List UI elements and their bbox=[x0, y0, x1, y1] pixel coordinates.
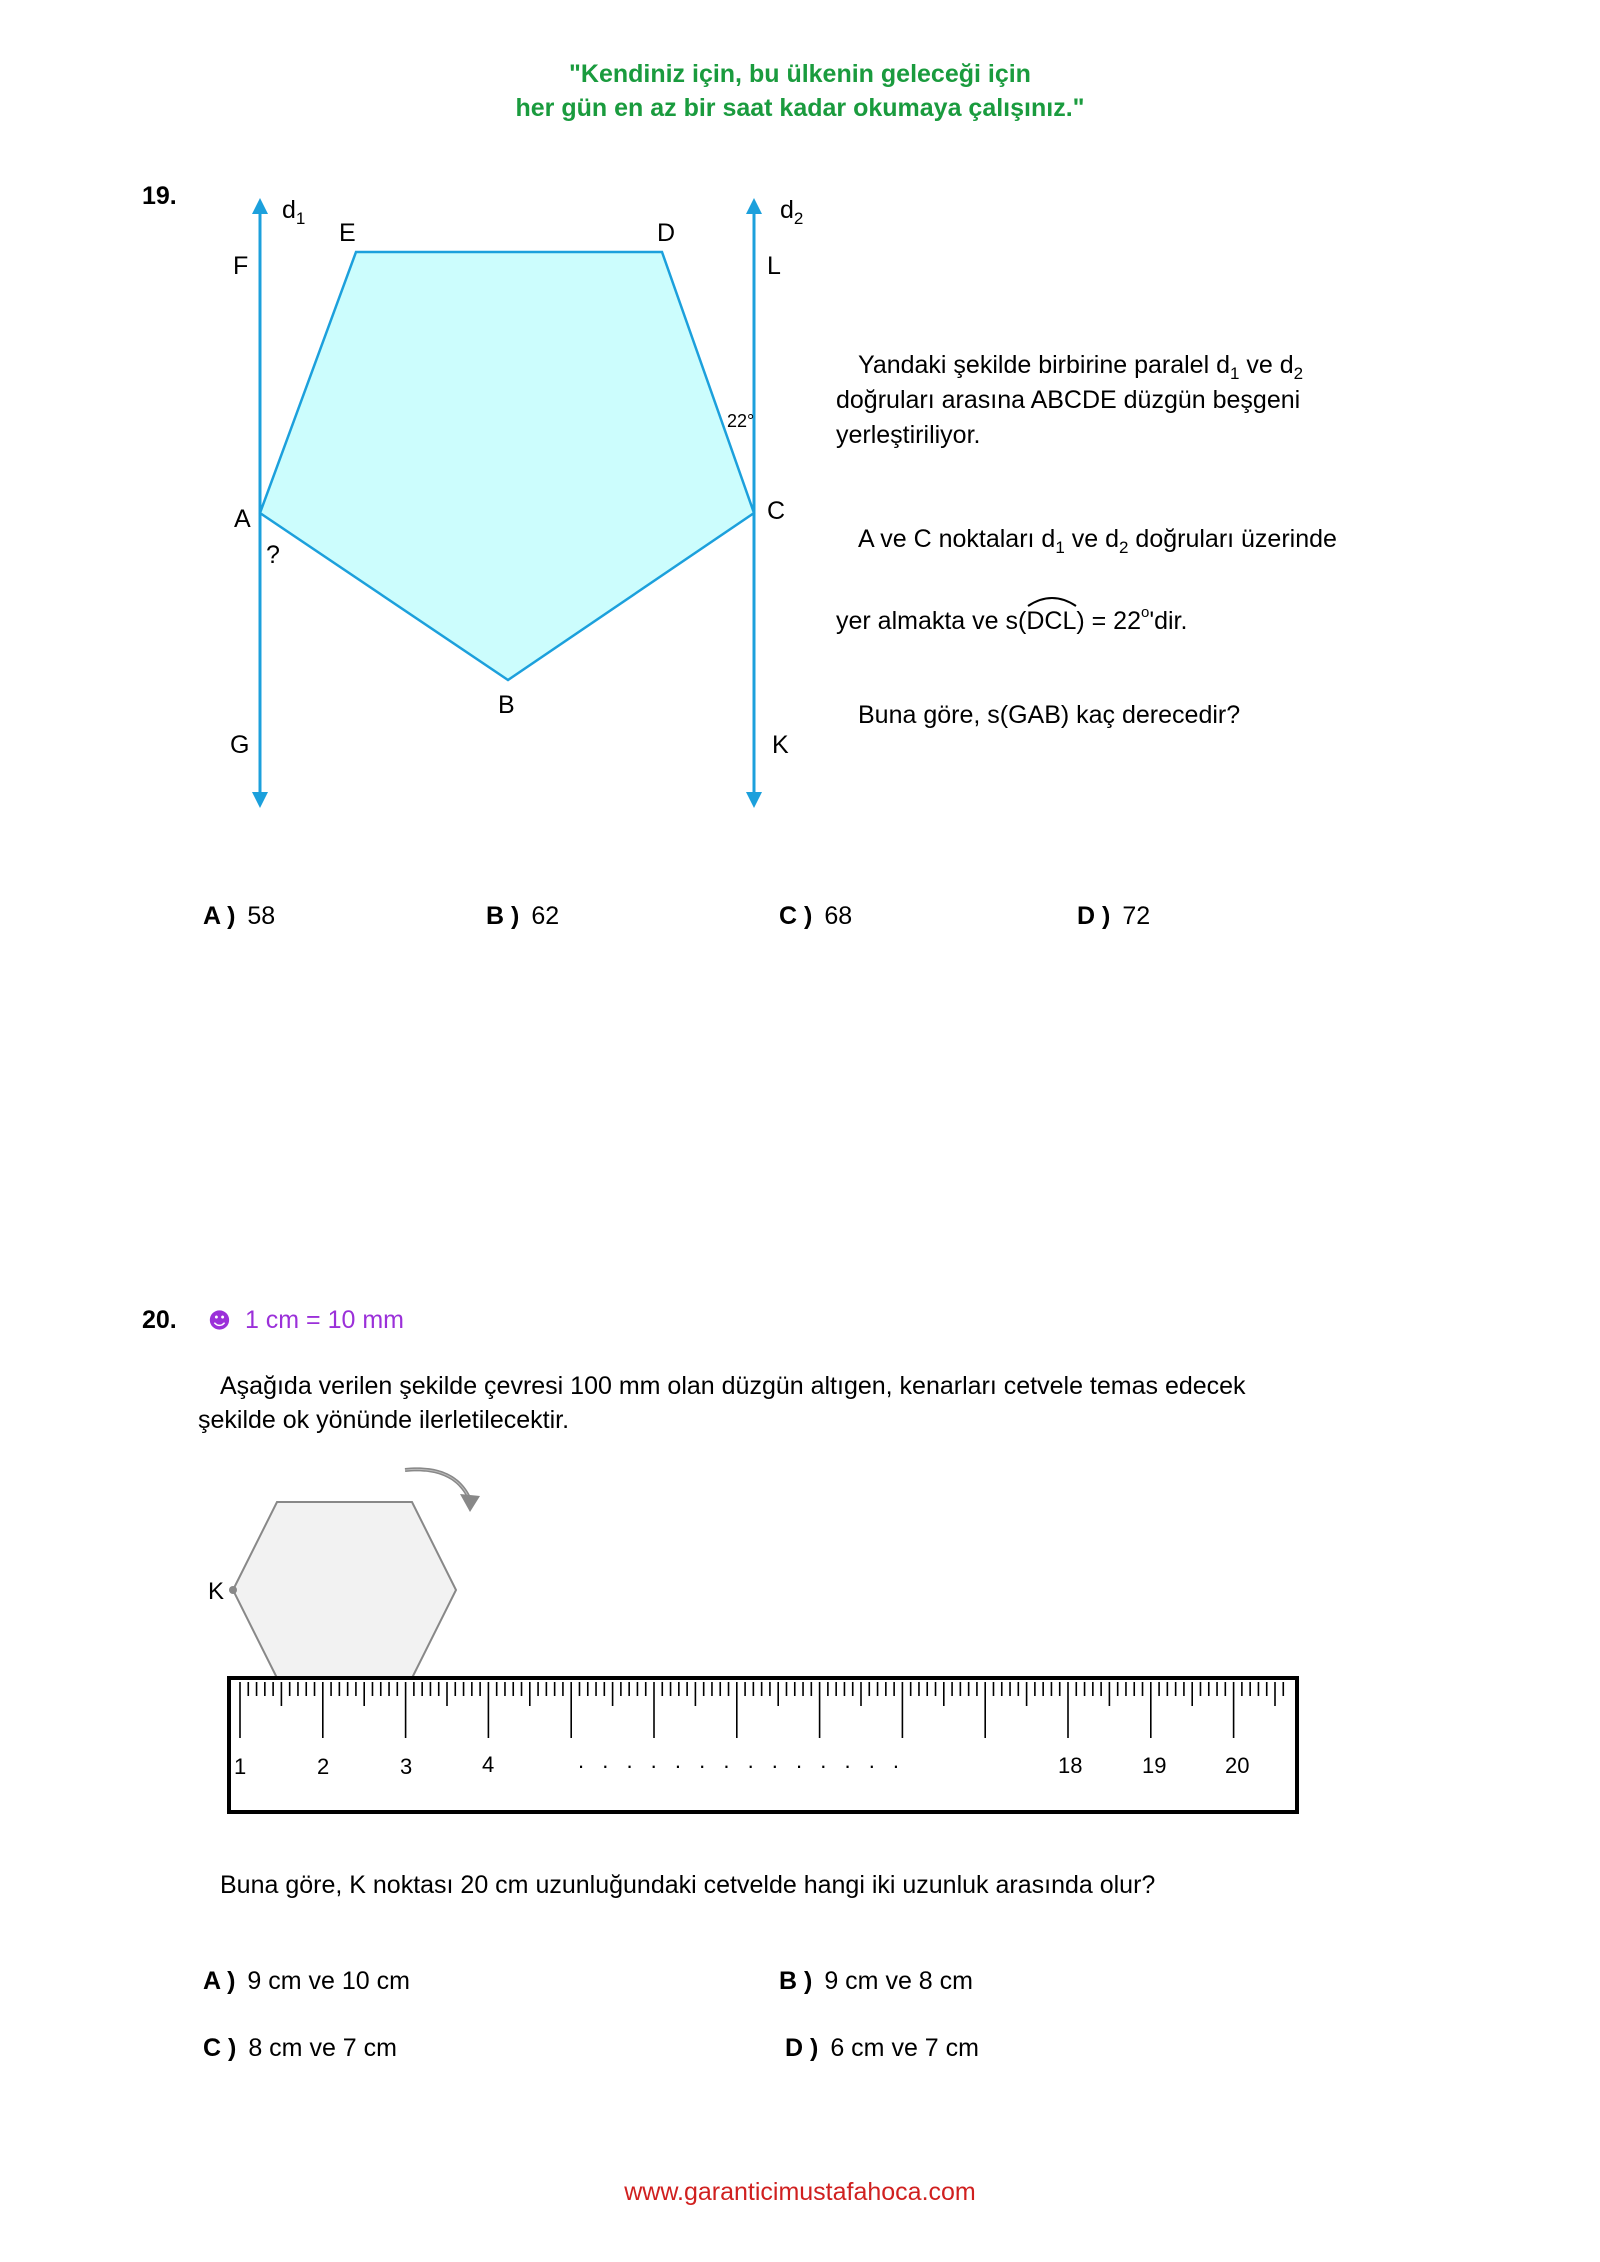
q19-option-a[interactable]: A ) 58 bbox=[203, 902, 276, 930]
arc-symbol-icon bbox=[1026, 594, 1078, 608]
label-d: D bbox=[657, 219, 676, 247]
quote-line-1: "Kendiniz için, bu ülkenin geleceği için bbox=[569, 60, 1031, 88]
label-d1: $d_1$ bbox=[282, 196, 306, 228]
question-19-figure bbox=[0, 0, 1600, 900]
hexagon bbox=[233, 1502, 456, 1678]
ruler-label-20: 20 bbox=[1225, 1753, 1250, 1778]
curved-arrow-icon bbox=[405, 1469, 480, 1512]
q20-text-line2: şekilde ok yönünde ilerletilecektir. bbox=[198, 1406, 570, 1434]
ruler bbox=[229, 1678, 1297, 1812]
q19-paragraph-2: A ve C noktaları $d_1$ ve $d_2$ doğruları üzerinde bbox=[858, 525, 1337, 557]
label-k: K bbox=[772, 731, 789, 759]
label-k: K bbox=[208, 1578, 225, 1605]
quote-line-2: her gün en az bir saat kadar okumaya çalışınız." bbox=[515, 94, 1085, 122]
ruler-label-2: 2 bbox=[317, 1754, 330, 1779]
arc-dcl: DCL bbox=[1026, 604, 1076, 638]
q19-option-d[interactable]: D ) 72 bbox=[1077, 902, 1151, 930]
label-f: F bbox=[233, 252, 249, 280]
q20-hint: ☻ 1 cm = 10 mm bbox=[208, 1306, 405, 1334]
smiley-icon: ☻ bbox=[208, 1309, 231, 1334]
label-e: E bbox=[339, 219, 356, 247]
label-l: L bbox=[767, 252, 781, 280]
ruler-label-4: 4 bbox=[482, 1752, 495, 1777]
ruler-ellipsis: . . . . . . . . . . . . . . bbox=[578, 1748, 906, 1773]
q19-paragraph-1-line2: doğruları arasına ABCDE düzgün beşgeni bbox=[836, 386, 1301, 414]
label-d2: $d_2$ bbox=[780, 196, 804, 228]
ruler-label-3: 3 bbox=[400, 1754, 413, 1779]
pentagon-abcde bbox=[260, 252, 754, 680]
q20-option-a[interactable]: A ) 9 cm ve 10 cm bbox=[203, 1967, 410, 1995]
unknown-angle-mark: ? bbox=[266, 541, 280, 569]
q19-paragraph-3: yer almakta ve s( $DCL) = 22^o'dir$. bbox=[836, 596, 1187, 638]
question-19-number: 19. bbox=[142, 182, 177, 210]
q19-paragraph-1-line3: yerleştiriliyor. bbox=[836, 421, 981, 449]
q19-option-b[interactable]: B ) 62 bbox=[486, 902, 560, 930]
label-a: A bbox=[234, 505, 251, 533]
ruler-label-1: 1 bbox=[234, 1754, 247, 1779]
question-20-number: 20. bbox=[142, 1306, 177, 1334]
q20-option-c[interactable]: C ) 8 cm ve 7 cm bbox=[203, 2034, 397, 2062]
label-g: G bbox=[230, 731, 250, 759]
q20-question: Buna göre, K noktası 20 cm uzunluğundaki cetvelde hangi iki uzunluk arasında olur? bbox=[220, 1871, 1156, 1899]
footer-website-link[interactable]: www.garanticimustafahoca.com bbox=[624, 2178, 976, 2206]
label-b: B bbox=[498, 691, 515, 719]
question-20-figure bbox=[0, 1440, 1600, 1840]
q19-option-c[interactable]: C ) 68 bbox=[779, 902, 853, 930]
q19-paragraph-1: Yandaki şekilde birbirine paralel $d_1$ ve $d_2$ bbox=[858, 351, 1304, 383]
ruler-label-18: 18 bbox=[1058, 1753, 1083, 1778]
q20-text-line1: Aşağıda verilen şekilde çevresi 100 mm olan düzgün altıgen, kenarları cetvele temas edecek bbox=[220, 1372, 1246, 1400]
ruler-label-19: 19 bbox=[1142, 1753, 1167, 1778]
q20-option-d[interactable]: D ) 6 cm ve 7 cm bbox=[785, 2034, 979, 2062]
point-k bbox=[229, 1586, 237, 1594]
label-c: C bbox=[767, 497, 786, 525]
q19-question: Buna göre, s(GAB) kaç derecedir? bbox=[858, 701, 1241, 729]
q20-option-b[interactable]: B ) 9 cm ve 8 cm bbox=[779, 1967, 973, 1995]
angle-22-label: 22° bbox=[727, 411, 755, 431]
